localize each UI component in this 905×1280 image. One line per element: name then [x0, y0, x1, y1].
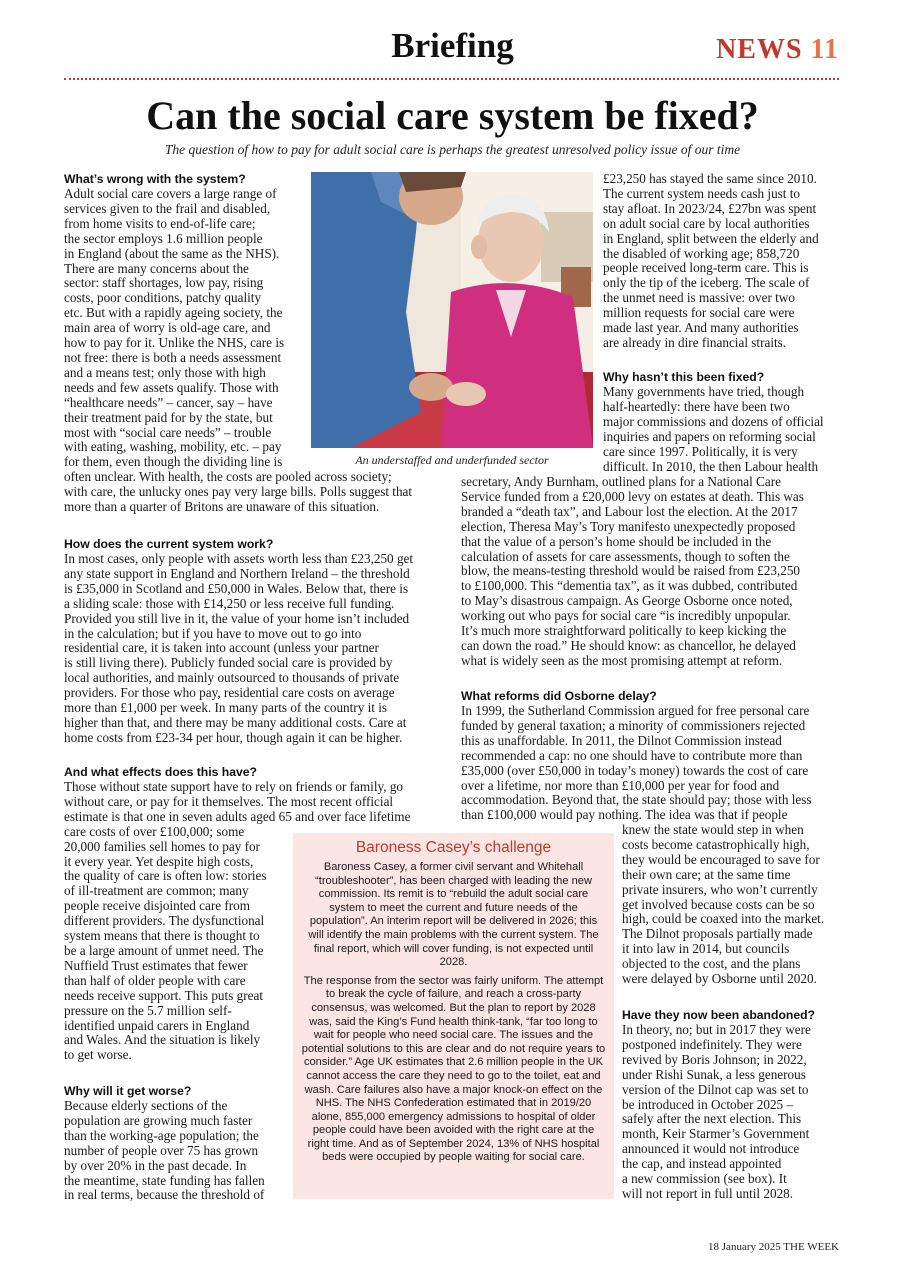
body-line: of ill-treatment are common; many [64, 883, 249, 899]
section-body-abandoned [622, 1023, 811, 1202]
body-line: difficult. In 2010, the then Labour health [603, 458, 819, 474]
body-line: a new commission (see box). It [622, 1171, 787, 1187]
sidebar-box-paragraph: The response from the sector was fairly uniform. The attempt to break the cycle of failure, and reach a cross-party consensus, was welcomed. But the plan to report by 2028 was, said the King’s Fund health think-tank, “far too long to wait for people who need social care. The issues and the potential solutions to this are clear and do not require years to consider.” Age UK estimates that 2.6 million people in the UK cannot access the care they need to go to the toilet, eat and wash. Care failures also have a major knock-on effect on the NHS. The NHS Confederation estimated that in 2019/20 alone, 855,000 emergency admissions to hospital of older people could have been avoided with the right care at the right time. And as of September 2024, 13% of NHS hospital beds were occupied by people waiting for social care. [301, 974, 606, 1164]
body-line: home costs from £23-34 per hour, though again it can be higher. [64, 729, 403, 745]
body-line: the unmet need is massive: over two [603, 290, 795, 306]
body-line: under Rishi Sunak, a less generous [622, 1066, 806, 1082]
body-line: than half of older people with care [64, 972, 246, 988]
body-line: objected to the cost, and the plans [622, 956, 801, 972]
section-body-get-worse-part1 [64, 1099, 265, 1203]
body-line: the sector employs 1.6 million people [64, 230, 263, 246]
body-line: postponed indefinitely. They were [622, 1036, 802, 1052]
body-line: needs and few assets qualify. Those with [64, 379, 279, 395]
image-caption: An understaffed and underfunded sector [355, 453, 549, 467]
body-line: main area of worry is old-age care, and [64, 320, 271, 336]
body-line: different providers. The dysfunctional [64, 913, 265, 929]
body-line: the cap, and instead appointed [622, 1156, 782, 1172]
body-line: is still living there). Publicly funded social care is provided by [64, 655, 393, 671]
body-line: population are growing much faster [64, 1112, 253, 1128]
body-line: that the value of a person’s home should be included in the [461, 533, 772, 549]
body-line: residential care, it is taken into account (unless your partner [64, 640, 379, 656]
section-body-whats-wrong [64, 187, 412, 515]
body-line: The Dilnot proposals partially made [622, 926, 813, 942]
news-label: NEWS [716, 34, 803, 65]
body-line: £35,000 (over £50,000 in today’s money) towards the cost of care [461, 762, 809, 778]
body-line: this as unaffordable. In 2011, the Dilnot Commission instead [461, 732, 782, 748]
body-line: what is widely seen as the most promising attempt at reform. [461, 652, 783, 668]
body-line: In 1999, the Sutherland Commission argued for free personal care [461, 703, 810, 718]
section-heading-current-system: How does the current system work? [64, 537, 274, 551]
body-line: knew the state would step in when [622, 822, 804, 837]
body-line: their own care; at the same time [622, 866, 791, 882]
body-line: Nuffield Trust estimates that fewer [64, 957, 248, 973]
body-line: more than a quarter of Britons are unaware of this situation. [64, 499, 380, 515]
section-heading-get-worse: Why will it get worse? [64, 1084, 192, 1098]
body-line: Many governments have tried, though [603, 384, 805, 399]
body-line: and Wales. And the situation is likely [64, 1032, 261, 1048]
section-body-current-system [64, 552, 413, 746]
body-line: needs receive support. This puts great [64, 987, 263, 1003]
body-line: in real terms, because the threshold of [64, 1187, 265, 1203]
body-line: Those without state support have to rely on friends or family, go [64, 779, 404, 794]
section-title: Briefing [391, 26, 514, 65]
body-line: more than £1,000 per week. In many parts of the country it is [64, 700, 388, 716]
body-line: it every year. Yet despite high costs, [64, 853, 254, 869]
body-line: Because elderly sections of the [64, 1098, 228, 1113]
body-line: they would be encouraged to save for [622, 851, 820, 867]
body-line: The current system needs cash just to [603, 185, 801, 201]
section-body-osborne-delay-part1 [461, 704, 812, 823]
body-line: care since 1997. Politically, it is very [603, 443, 798, 459]
body-line: people receive disjointed care from [64, 898, 251, 914]
header-divider [64, 78, 839, 80]
body-line: over a lifetime, nor more than £10,000 per year for food and [461, 777, 780, 793]
body-line: to May’s disastrous campaign. As George Osborne once noted, [461, 593, 793, 609]
body-line: local authorities, and mainly outsourced to thousands of private [64, 670, 400, 686]
body-line: recommended a cap: no one should have to contribute more than [461, 747, 803, 763]
body-line: calculation of assets for care assessments, though to soften the [461, 548, 790, 564]
sidebar-box-title: Baroness Casey’s challenge [355, 839, 552, 856]
body-line: secretary, Andy Burnham, outlined plans for a National Care [461, 474, 781, 489]
sidebar-box [293, 833, 614, 1199]
body-line: pressure on the 5.7 million self- [64, 1002, 232, 1018]
body-line: to £100,000. This “dementia tax”, as it was dubbed, contributed [461, 578, 798, 594]
section-body-osborne-delay-part2 [622, 823, 824, 987]
body-line: were delayed by Osborne until 2020. [622, 971, 817, 987]
body-line: higher than that, and there may be many additional costs. Care at [64, 714, 407, 730]
body-line: services given to the frail and disabled, [64, 200, 271, 216]
section-heading-abandoned: Have they now been abandoned? [622, 1008, 816, 1022]
body-line: for them, even though the dividing line is [64, 454, 283, 470]
body-line: not free: there is both a needs assessment [64, 349, 282, 365]
body-line: a sliding scale: those with £14,250 or less receive full funding. [64, 595, 395, 611]
sidebar-box-paragraph: Baroness Casey, a former civil servant and Whitehall “troubleshooter”, has been charged with leading the new commission. Its remit is to “rebuild the adult social care system to meet the current and future needs of the population”. An interim report will be delivered in 2026; this will identify the main problems with the current system. The final report, which will cover funding, is not expected until 2028. [308, 861, 599, 969]
body-line: any state support in England and Northern Ireland – the threshold [64, 565, 410, 581]
body-line: on adult social care by local authorities [603, 215, 810, 231]
body-line: than £100,000 would pay nothing. The idea was that if people [461, 807, 788, 823]
body-line: by over 20% in the past decade. In [64, 1157, 247, 1173]
body-line: working out who pays for social care “is incredibly unpopular. [461, 608, 791, 624]
body-line: Service funded from a £20,000 levy on estates at death. This was [461, 488, 804, 504]
body-line: how to pay for it. Unlike the NHS, care is [64, 335, 285, 351]
body-line: million requests for social care were [603, 305, 795, 321]
body-line: from home visits to end-of-life care; [64, 215, 256, 231]
body-line: revived by Boris Johnson; in 2022, [622, 1051, 807, 1067]
body-line: it into law in 2014, but councils [622, 941, 790, 957]
body-line: and a means test; only those with high [64, 364, 266, 380]
body-line: with care, the unlucky ones pay very large bills. Polls suggest that [64, 484, 413, 500]
body-line: system means that there is thought to [64, 928, 260, 944]
body-line: made last year. And many authorities [603, 320, 799, 336]
body-line: £23,250 has stayed the same since 2010. [603, 171, 817, 186]
body-line: announced it would not introduce [622, 1141, 800, 1157]
body-line: providers. For those who pay, residential care costs on average [64, 685, 395, 701]
body-line: number of people over 75 has grown [64, 1142, 259, 1158]
headline: Can the social care system be fixed? [146, 93, 759, 138]
body-line: their treatment paid for by the state, but [64, 409, 273, 425]
body-line: without care, or pay for it themselves. The most recent official [64, 793, 394, 809]
body-line: costs become catastrophically high, [622, 836, 810, 852]
body-line: in the calculation; but if you have to move out to go into [64, 625, 362, 641]
body-line: funded by general taxation; a minority of commissioners rejected [461, 717, 806, 733]
body-line: Provided you still live in it, the value of your home isn’t included [64, 610, 410, 626]
body-line: with eating, washing, mobility, etc. – pay [64, 439, 282, 455]
section-heading-not-fixed: Why hasn’t this been fixed? [603, 370, 765, 384]
body-line: than the working-age population; the [64, 1127, 259, 1143]
body-line: the meantime, state funding has fallen [64, 1172, 265, 1188]
body-line: get involved because costs can be so [622, 896, 815, 912]
body-line: sector: staff shortages, low pay, rising [64, 275, 264, 291]
body-line: estimate is that one in seven adults aged 65 and over face lifetime [64, 808, 411, 824]
body-line: blow, the means-testing threshold would be raised from £23,250 [461, 563, 801, 579]
body-line: election, Theresa May’s Tory manifesto unexpectedly proposed [461, 518, 796, 534]
body-line: In most cases, only people with assets worth less than £23,250 get [64, 551, 414, 566]
section-body-not-fixed-part1 [603, 385, 824, 474]
section-heading-whats-wrong: What’s wrong with the system? [64, 172, 246, 186]
body-line: “healthcare needs” – cancer, say – have [64, 394, 273, 410]
body-line: accommodation. Beyond that, the state should pay; those with less [461, 792, 812, 808]
standfirst: The question of how to pay for adult social care is perhaps the greatest unresolved policy issue of our time [164, 142, 741, 157]
body-line: in England, split between the elderly and [603, 230, 819, 246]
body-line: be a large amount of unmet need. The [64, 942, 264, 958]
body-line: costs, poor conditions, patchy quality [64, 290, 262, 306]
body-line: high, could be coaxed into the market. [622, 911, 825, 927]
body-line: be introduced in October 2025 – [622, 1096, 794, 1112]
section-body-not-fixed-part2 [461, 475, 804, 669]
body-line: 20,000 families sell homes to pay for [64, 838, 260, 854]
body-line: will not report in full until 2028. [622, 1185, 794, 1201]
body-line: It’s much more straightforward politically to keep kicking the [461, 623, 787, 639]
body-line: There are many concerns about the [64, 260, 249, 276]
body-line: the quality of care is often low: stories [64, 868, 267, 884]
page-number: 11 [810, 34, 839, 65]
body-line: the disabled of working age; 858,720 [603, 245, 800, 261]
body-line: version of the Dilnot cap was set to [622, 1081, 809, 1097]
body-line: major commissions and dozens of official [603, 413, 824, 429]
body-line: safely after the next election. This [622, 1111, 802, 1127]
body-line: month, Keir Starmer’s Government [622, 1126, 810, 1142]
body-line: to get worse. [64, 1047, 132, 1063]
body-line: half-heartedly: there have been two [603, 398, 790, 414]
page-footer: 18 January 2025 THE WEEK [708, 1241, 839, 1253]
body-line: people received long-term care. This is [603, 260, 809, 276]
body-line: can down the road.” He should know: as chancellor, he delayed [461, 637, 796, 653]
body-line: in England (about the same as the NHS). [64, 245, 280, 261]
body-line: stay afloat. In 2023/24, £27bn was spent [603, 200, 817, 216]
body-line: etc. But with a rapidly ageing society, the [64, 305, 283, 321]
body-line: inquiries and papers on reforming social [603, 428, 816, 444]
body-line: private insurers, who won’t currently [622, 881, 818, 897]
body-line: is £35,000 in Scotland and £50,000 in Wales. Below that, there is [64, 580, 409, 596]
body-line: Adult social care covers a large range of [64, 186, 277, 201]
section-heading-osborne-delay: What reforms did Osborne delay? [461, 689, 657, 703]
body-line: most with “social care needs” – trouble [64, 424, 272, 440]
body-line: In theory, no; but in 2017 they were [622, 1022, 811, 1037]
body-line: are already in dire financial straits. [603, 334, 787, 350]
body-line: often unclear. With health, the costs are pooled across society; [64, 469, 392, 485]
body-line: only the tip of the iceberg. The scale of [603, 275, 810, 291]
section-heading-effects: And what effects does this have? [64, 765, 258, 779]
body-line: care costs of over £100,000; some [64, 823, 245, 839]
section-body-get-worse-part2 [603, 172, 819, 351]
body-line: identified unpaid carers in England [64, 1017, 250, 1033]
news-page-label [716, 34, 839, 66]
body-line: branded a “death tax”, and Labour lost the election. At the 2017 [461, 503, 798, 519]
